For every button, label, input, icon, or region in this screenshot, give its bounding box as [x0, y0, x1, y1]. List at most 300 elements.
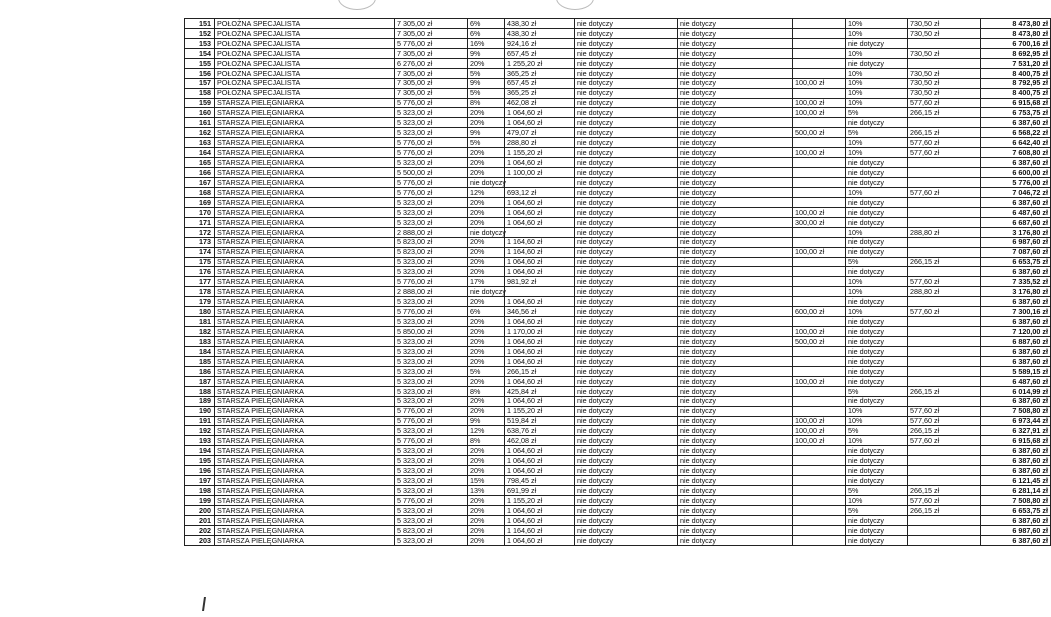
cell-base-salary: 2 888,00 zł [395, 227, 468, 237]
cell-seniority-amount: 1 155,20 zł [505, 406, 575, 416]
cell-allowance-a: nie dotyczy [575, 406, 678, 416]
cell-seniority-percent: 5% [468, 88, 505, 98]
cell-seniority-amount: 1 064,60 zł [505, 118, 575, 128]
table-row [185, 197, 1051, 207]
cell-allowance-a: nie dotyczy [575, 466, 678, 476]
cell-bonus-amount [793, 19, 846, 29]
cell-row-number: 200 [185, 505, 215, 515]
cell-total: 6 600,00 zł [981, 168, 1051, 178]
cell-allowance-b: nie dotyczy [678, 108, 793, 118]
cell-extra-percent: nie dotyczy [846, 317, 908, 327]
cell-allowance-b: nie dotyczy [678, 98, 793, 108]
cell-position: STARSZA PIELĘGNIARKA [215, 346, 395, 356]
cell-row-number: 155 [185, 58, 215, 68]
table-row [185, 327, 1051, 337]
cell-allowance-b: nie dotyczy [678, 346, 793, 356]
pen-mark [202, 597, 206, 611]
cell-row-number: 188 [185, 386, 215, 396]
cell-bonus-amount [793, 486, 846, 496]
cell-position: POŁOŻNA SPECJALISTA [215, 38, 395, 48]
cell-allowance-a: nie dotyczy [575, 525, 678, 535]
cell-base-salary: 5 323,00 zł [395, 426, 468, 436]
cell-row-number: 173 [185, 237, 215, 247]
cell-total: 6 387,60 zł [981, 356, 1051, 366]
cell-extra-percent: nie dotyczy [846, 535, 908, 545]
cell-bonus-amount [793, 406, 846, 416]
table-row [185, 217, 1051, 227]
cell-extra-amount: 730,50 zł [908, 68, 981, 78]
cell-seniority-amount: 365,25 zł [505, 88, 575, 98]
cell-seniority-amount: 462,08 zł [505, 436, 575, 446]
cell-base-salary: 5 323,00 zł [395, 257, 468, 267]
cell-extra-amount [908, 535, 981, 545]
cell-row-number: 202 [185, 525, 215, 535]
cell-extra-amount: 266,15 zł [908, 386, 981, 396]
cell-seniority-amount: 1 164,60 zł [505, 247, 575, 257]
cell-allowance-b: nie dotyczy [678, 327, 793, 337]
cell-extra-amount [908, 237, 981, 247]
cell-allowance-a: nie dotyczy [575, 346, 678, 356]
cell-seniority-amount: 691,99 zł [505, 486, 575, 496]
table-row [185, 466, 1051, 476]
cell-base-salary: 5 823,00 zł [395, 237, 468, 247]
cell-allowance-b: nie dotyczy [678, 356, 793, 366]
cell-seniority-amount: 981,92 zł [505, 277, 575, 287]
cell-total: 6 973,44 zł [981, 416, 1051, 426]
cell-bonus-amount [793, 168, 846, 178]
cell-seniority-percent: 20% [468, 466, 505, 476]
cell-extra-amount [908, 366, 981, 376]
cell-row-number: 151 [185, 19, 215, 29]
cell-bonus-amount: 100,00 zł [793, 426, 846, 436]
cell-seniority-amount: 1 064,60 zł [505, 515, 575, 525]
cell-position: STARSZA PIELĘGNIARKA [215, 376, 395, 386]
cell-bonus-amount: 100,00 zł [793, 98, 846, 108]
cell-bonus-amount: 100,00 zł [793, 78, 846, 88]
cell-seniority-amount: 1 064,60 zł [505, 535, 575, 545]
table-row [185, 307, 1051, 317]
table-row [185, 476, 1051, 486]
cell-row-number: 178 [185, 287, 215, 297]
cell-position: POŁOŻNA SPECJALISTA [215, 58, 395, 68]
cell-bonus-amount: 100,00 zł [793, 108, 846, 118]
cell-bonus-amount [793, 178, 846, 188]
cell-extra-percent: 10% [846, 48, 908, 58]
cell-base-salary: 5 323,00 zł [395, 386, 468, 396]
cell-extra-amount: 730,50 zł [908, 28, 981, 38]
cell-position: STARSZA PIELĘGNIARKA [215, 128, 395, 138]
table-row [185, 376, 1051, 386]
cell-base-salary: 5 776,00 zł [395, 148, 468, 158]
cell-row-number: 194 [185, 446, 215, 456]
cell-seniority-percent: 20% [468, 267, 505, 277]
cell-extra-amount: 577,60 zł [908, 138, 981, 148]
cell-extra-percent: 10% [846, 307, 908, 317]
cell-bonus-amount [793, 257, 846, 267]
cell-row-number: 198 [185, 486, 215, 496]
cell-extra-percent: nie dotyczy [846, 456, 908, 466]
cell-seniority-amount: 266,15 zł [505, 366, 575, 376]
table-row [185, 426, 1051, 436]
cell-seniority-amount: 438,30 zł [505, 28, 575, 38]
cell-allowance-b: nie dotyczy [678, 227, 793, 237]
cell-base-salary: 5 323,00 zł [395, 197, 468, 207]
cell-row-number: 189 [185, 396, 215, 406]
cell-allowance-a: nie dotyczy [575, 168, 678, 178]
cell-extra-percent: 5% [846, 128, 908, 138]
cell-total: 6 387,60 zł [981, 466, 1051, 476]
cell-position: STARSZA PIELĘGNIARKA [215, 148, 395, 158]
cell-bonus-amount [793, 237, 846, 247]
cell-allowance-a: nie dotyczy [575, 257, 678, 267]
cell-allowance-a: nie dotyczy [575, 68, 678, 78]
cell-position: STARSZA PIELĘGNIARKA [215, 118, 395, 128]
cell-seniority-amount: 1 064,60 zł [505, 466, 575, 476]
cell-allowance-b: nie dotyczy [678, 168, 793, 178]
cell-extra-amount [908, 466, 981, 476]
cell-base-salary: 2 888,00 zł [395, 287, 468, 297]
cell-bonus-amount [793, 386, 846, 396]
cell-bonus-amount: 500,00 zł [793, 337, 846, 347]
cell-extra-amount: 266,15 zł [908, 128, 981, 138]
cell-extra-percent: nie dotyczy [846, 158, 908, 168]
cell-extra-percent: nie dotyczy [846, 38, 908, 48]
cell-extra-percent: 10% [846, 187, 908, 197]
cell-total: 8 792,95 zł [981, 78, 1051, 88]
cell-row-number: 176 [185, 267, 215, 277]
cell-row-number: 153 [185, 38, 215, 48]
cell-allowance-b: nie dotyczy [678, 178, 793, 188]
cell-allowance-b: nie dotyczy [678, 317, 793, 327]
cell-seniority-amount: 1 064,60 zł [505, 108, 575, 118]
cell-allowance-b: nie dotyczy [678, 376, 793, 386]
cell-extra-amount [908, 327, 981, 337]
cell-base-salary: 5 776,00 zł [395, 277, 468, 287]
cell-seniority-amount [505, 227, 575, 237]
cell-allowance-b: nie dotyczy [678, 58, 793, 68]
cell-seniority-percent: 9% [468, 78, 505, 88]
cell-seniority-percent: 20% [468, 496, 505, 506]
cell-seniority-amount: 1 100,00 zł [505, 168, 575, 178]
cell-seniority-percent: 9% [468, 48, 505, 58]
cell-seniority-percent: 20% [468, 58, 505, 68]
cell-bonus-amount [793, 525, 846, 535]
cell-row-number: 161 [185, 118, 215, 128]
cell-base-salary: 7 305,00 zł [395, 28, 468, 38]
cell-extra-percent: 5% [846, 257, 908, 267]
cell-row-number: 175 [185, 257, 215, 267]
cell-row-number: 160 [185, 108, 215, 118]
cell-total: 6 327,91 zł [981, 426, 1051, 436]
cell-seniority-percent: 20% [468, 297, 505, 307]
cell-base-salary: 7 305,00 zł [395, 68, 468, 78]
cell-seniority-percent: 13% [468, 486, 505, 496]
cell-row-number: 152 [185, 28, 215, 38]
cell-base-salary: 5 776,00 zł [395, 187, 468, 197]
cell-total: 7 608,80 zł [981, 148, 1051, 158]
cell-base-salary: 5 823,00 zł [395, 247, 468, 257]
cell-allowance-a: nie dotyczy [575, 267, 678, 277]
cell-position: STARSZA PIELĘGNIARKA [215, 178, 395, 188]
cell-bonus-amount [793, 58, 846, 68]
cell-total: 6 387,60 zł [981, 446, 1051, 456]
cell-allowance-b: nie dotyczy [678, 68, 793, 78]
cell-seniority-percent: 20% [468, 396, 505, 406]
cell-extra-percent: nie dotyczy [846, 118, 908, 128]
cell-seniority-percent: 20% [468, 148, 505, 158]
cell-seniority-percent: 20% [468, 207, 505, 217]
cell-extra-percent: nie dotyczy [846, 237, 908, 247]
cell-position: STARSZA PIELĘGNIARKA [215, 227, 395, 237]
cell-allowance-b: nie dotyczy [678, 476, 793, 486]
cell-extra-amount [908, 396, 981, 406]
cell-seniority-amount: 1 155,20 zł [505, 148, 575, 158]
table-row [185, 297, 1051, 307]
cell-extra-amount: 266,15 zł [908, 257, 981, 267]
cell-bonus-amount [793, 466, 846, 476]
cell-base-salary: 5 323,00 zł [395, 366, 468, 376]
cell-position: STARSZA PIELĘGNIARKA [215, 138, 395, 148]
cell-allowance-b: nie dotyczy [678, 38, 793, 48]
cell-position: STARSZA PIELĘGNIARKA [215, 337, 395, 347]
cell-seniority-amount: 438,30 zł [505, 19, 575, 29]
cell-position: STARSZA PIELĘGNIARKA [215, 207, 395, 217]
cell-base-salary: 5 323,00 zł [395, 505, 468, 515]
cell-seniority-amount: 1 064,60 zł [505, 376, 575, 386]
cell-row-number: 192 [185, 426, 215, 436]
cell-total: 7 120,00 zł [981, 327, 1051, 337]
table-row [185, 416, 1051, 426]
cell-base-salary: 5 323,00 zł [395, 515, 468, 525]
cell-extra-percent: 10% [846, 28, 908, 38]
cell-position: STARSZA PIELĘGNIARKA [215, 535, 395, 545]
cell-extra-percent: 10% [846, 148, 908, 158]
cell-bonus-amount [793, 227, 846, 237]
cell-total: 7 508,80 zł [981, 406, 1051, 416]
cell-allowance-a: nie dotyczy [575, 178, 678, 188]
cell-total: 8 692,95 zł [981, 48, 1051, 58]
cell-total: 6 387,60 zł [981, 456, 1051, 466]
cell-extra-percent: 5% [846, 426, 908, 436]
cell-seniority-percent: 20% [468, 217, 505, 227]
cell-allowance-a: nie dotyczy [575, 456, 678, 466]
cell-total: 6 642,40 zł [981, 138, 1051, 148]
cell-bonus-amount [793, 38, 846, 48]
cell-allowance-b: nie dotyczy [678, 267, 793, 277]
cell-extra-percent: 5% [846, 108, 908, 118]
cell-base-salary: 5 323,00 zł [395, 446, 468, 456]
cell-allowance-b: nie dotyczy [678, 207, 793, 217]
cell-seniority-percent: nie dotyczy [468, 178, 505, 188]
cell-allowance-a: nie dotyczy [575, 207, 678, 217]
cell-seniority-percent: 20% [468, 197, 505, 207]
cell-extra-percent: 10% [846, 496, 908, 506]
cell-base-salary: 5 323,00 zł [395, 346, 468, 356]
cell-allowance-b: nie dotyczy [678, 19, 793, 29]
cell-total: 6 753,75 zł [981, 108, 1051, 118]
cell-seniority-percent: 6% [468, 28, 505, 38]
cell-bonus-amount [793, 366, 846, 376]
cell-allowance-a: nie dotyczy [575, 28, 678, 38]
cell-seniority-amount: 1 064,60 zł [505, 297, 575, 307]
cell-allowance-a: nie dotyczy [575, 317, 678, 327]
cell-allowance-b: nie dotyczy [678, 515, 793, 525]
cell-bonus-amount: 500,00 zł [793, 128, 846, 138]
cell-base-salary: 5 323,00 zł [395, 476, 468, 486]
cell-extra-percent: nie dotyczy [846, 396, 908, 406]
cell-extra-percent: nie dotyczy [846, 327, 908, 337]
cell-position: STARSZA PIELĘGNIARKA [215, 287, 395, 297]
cell-position: STARSZA PIELĘGNIARKA [215, 436, 395, 446]
cell-position: STARSZA PIELĘGNIARKA [215, 476, 395, 486]
cell-extra-amount: 577,60 zł [908, 187, 981, 197]
cell-allowance-a: nie dotyczy [575, 386, 678, 396]
cell-extra-amount [908, 217, 981, 227]
cell-total: 6 987,60 zł [981, 525, 1051, 535]
cell-row-number: 191 [185, 416, 215, 426]
cell-seniority-amount: 1 064,60 zł [505, 257, 575, 267]
cell-allowance-b: nie dotyczy [678, 505, 793, 515]
cell-total: 6 700,16 zł [981, 38, 1051, 48]
cell-row-number: 156 [185, 68, 215, 78]
cell-allowance-b: nie dotyczy [678, 28, 793, 38]
cell-position: STARSZA PIELĘGNIARKA [215, 396, 395, 406]
table-row [185, 168, 1051, 178]
table-row [185, 257, 1051, 267]
cell-allowance-b: nie dotyczy [678, 386, 793, 396]
salary-table [184, 18, 1051, 546]
cell-bonus-amount: 300,00 zł [793, 217, 846, 227]
cell-extra-amount: 577,60 zł [908, 148, 981, 158]
cell-allowance-b: nie dotyczy [678, 237, 793, 247]
cell-total: 6 653,75 zł [981, 505, 1051, 515]
table-row [185, 108, 1051, 118]
cell-extra-percent: nie dotyczy [846, 217, 908, 227]
cell-base-salary: 5 323,00 zł [395, 376, 468, 386]
cell-base-salary: 5 323,00 zł [395, 118, 468, 128]
cell-total: 6 687,60 zł [981, 217, 1051, 227]
cell-seniority-percent: 6% [468, 19, 505, 29]
table-row [185, 38, 1051, 48]
cell-total: 6 487,60 zł [981, 207, 1051, 217]
cell-allowance-a: nie dotyczy [575, 128, 678, 138]
cell-base-salary: 7 305,00 zł [395, 88, 468, 98]
cell-seniority-percent: 20% [468, 158, 505, 168]
cell-position: STARSZA PIELĘGNIARKA [215, 317, 395, 327]
cell-extra-amount: 730,50 zł [908, 48, 981, 58]
cell-extra-percent: nie dotyczy [846, 297, 908, 307]
cell-extra-percent: nie dotyczy [846, 356, 908, 366]
cell-bonus-amount [793, 515, 846, 525]
cell-seniority-amount: 1 064,60 zł [505, 317, 575, 327]
cell-total: 6 487,60 zł [981, 376, 1051, 386]
table-row [185, 366, 1051, 376]
cell-allowance-a: nie dotyczy [575, 108, 678, 118]
cell-extra-amount [908, 317, 981, 327]
cell-base-salary: 5 823,00 zł [395, 525, 468, 535]
cell-seniority-amount: 519,84 zł [505, 416, 575, 426]
cell-seniority-amount: 693,12 zł [505, 187, 575, 197]
cell-total: 7 046,72 zł [981, 187, 1051, 197]
cell-extra-amount: 266,15 zł [908, 486, 981, 496]
cell-bonus-amount [793, 505, 846, 515]
cell-seniority-amount: 1 155,20 zł [505, 496, 575, 506]
cell-allowance-b: nie dotyczy [678, 436, 793, 446]
cell-row-number: 183 [185, 337, 215, 347]
cell-extra-percent: nie dotyczy [846, 346, 908, 356]
table-row [185, 317, 1051, 327]
cell-allowance-a: nie dotyczy [575, 446, 678, 456]
cell-allowance-b: nie dotyczy [678, 128, 793, 138]
cell-allowance-a: nie dotyczy [575, 98, 678, 108]
cell-extra-percent: 10% [846, 436, 908, 446]
cell-position: STARSZA PIELĘGNIARKA [215, 456, 395, 466]
cell-total: 7 335,52 zł [981, 277, 1051, 287]
cell-row-number: 184 [185, 346, 215, 356]
cell-bonus-amount [793, 496, 846, 506]
cell-extra-amount: 288,80 zł [908, 227, 981, 237]
cell-row-number: 157 [185, 78, 215, 88]
cell-allowance-b: nie dotyczy [678, 197, 793, 207]
cell-allowance-a: nie dotyczy [575, 217, 678, 227]
cell-allowance-b: nie dotyczy [678, 366, 793, 376]
cell-allowance-a: nie dotyczy [575, 476, 678, 486]
cell-base-salary: 5 323,00 zł [395, 486, 468, 496]
cell-position: STARSZA PIELĘGNIARKA [215, 486, 395, 496]
cell-extra-amount: 266,15 zł [908, 108, 981, 118]
cell-allowance-a: nie dotyczy [575, 366, 678, 376]
table-row [185, 178, 1051, 188]
table-row [185, 247, 1051, 257]
cell-extra-amount [908, 38, 981, 48]
cell-seniority-percent: 9% [468, 128, 505, 138]
cell-allowance-a: nie dotyczy [575, 307, 678, 317]
cell-total: 5 589,15 zł [981, 366, 1051, 376]
table-row [185, 287, 1051, 297]
cell-allowance-b: nie dotyczy [678, 247, 793, 257]
cell-row-number: 172 [185, 227, 215, 237]
cell-allowance-a: nie dotyczy [575, 88, 678, 98]
cell-allowance-b: nie dotyczy [678, 287, 793, 297]
cell-extra-amount [908, 346, 981, 356]
cell-position: STARSZA PIELĘGNIARKA [215, 496, 395, 506]
cell-extra-amount [908, 267, 981, 277]
cell-extra-percent: 10% [846, 98, 908, 108]
cell-seniority-amount: 1 170,00 zł [505, 327, 575, 337]
cell-base-salary: 5 776,00 zł [395, 307, 468, 317]
cell-allowance-b: nie dotyczy [678, 48, 793, 58]
cell-extra-amount: 577,60 zł [908, 406, 981, 416]
cell-extra-amount: 577,60 zł [908, 436, 981, 446]
cell-total: 6 568,22 zł [981, 128, 1051, 138]
cell-allowance-a: nie dotyczy [575, 58, 678, 68]
cell-extra-percent: 5% [846, 386, 908, 396]
cell-allowance-b: nie dotyczy [678, 277, 793, 287]
cell-total: 8 473,80 zł [981, 28, 1051, 38]
cell-seniority-percent: 20% [468, 317, 505, 327]
cell-allowance-a: nie dotyczy [575, 287, 678, 297]
cell-bonus-amount [793, 535, 846, 545]
cell-allowance-a: nie dotyczy [575, 48, 678, 58]
table-row [185, 525, 1051, 535]
cell-base-salary: 5 776,00 zł [395, 138, 468, 148]
table-row [185, 535, 1051, 545]
table-row [185, 58, 1051, 68]
cell-position: POŁOŻNA SPECJALISTA [215, 19, 395, 29]
cell-position: STARSZA PIELĘGNIARKA [215, 466, 395, 476]
cell-row-number: 163 [185, 138, 215, 148]
cell-bonus-amount [793, 317, 846, 327]
